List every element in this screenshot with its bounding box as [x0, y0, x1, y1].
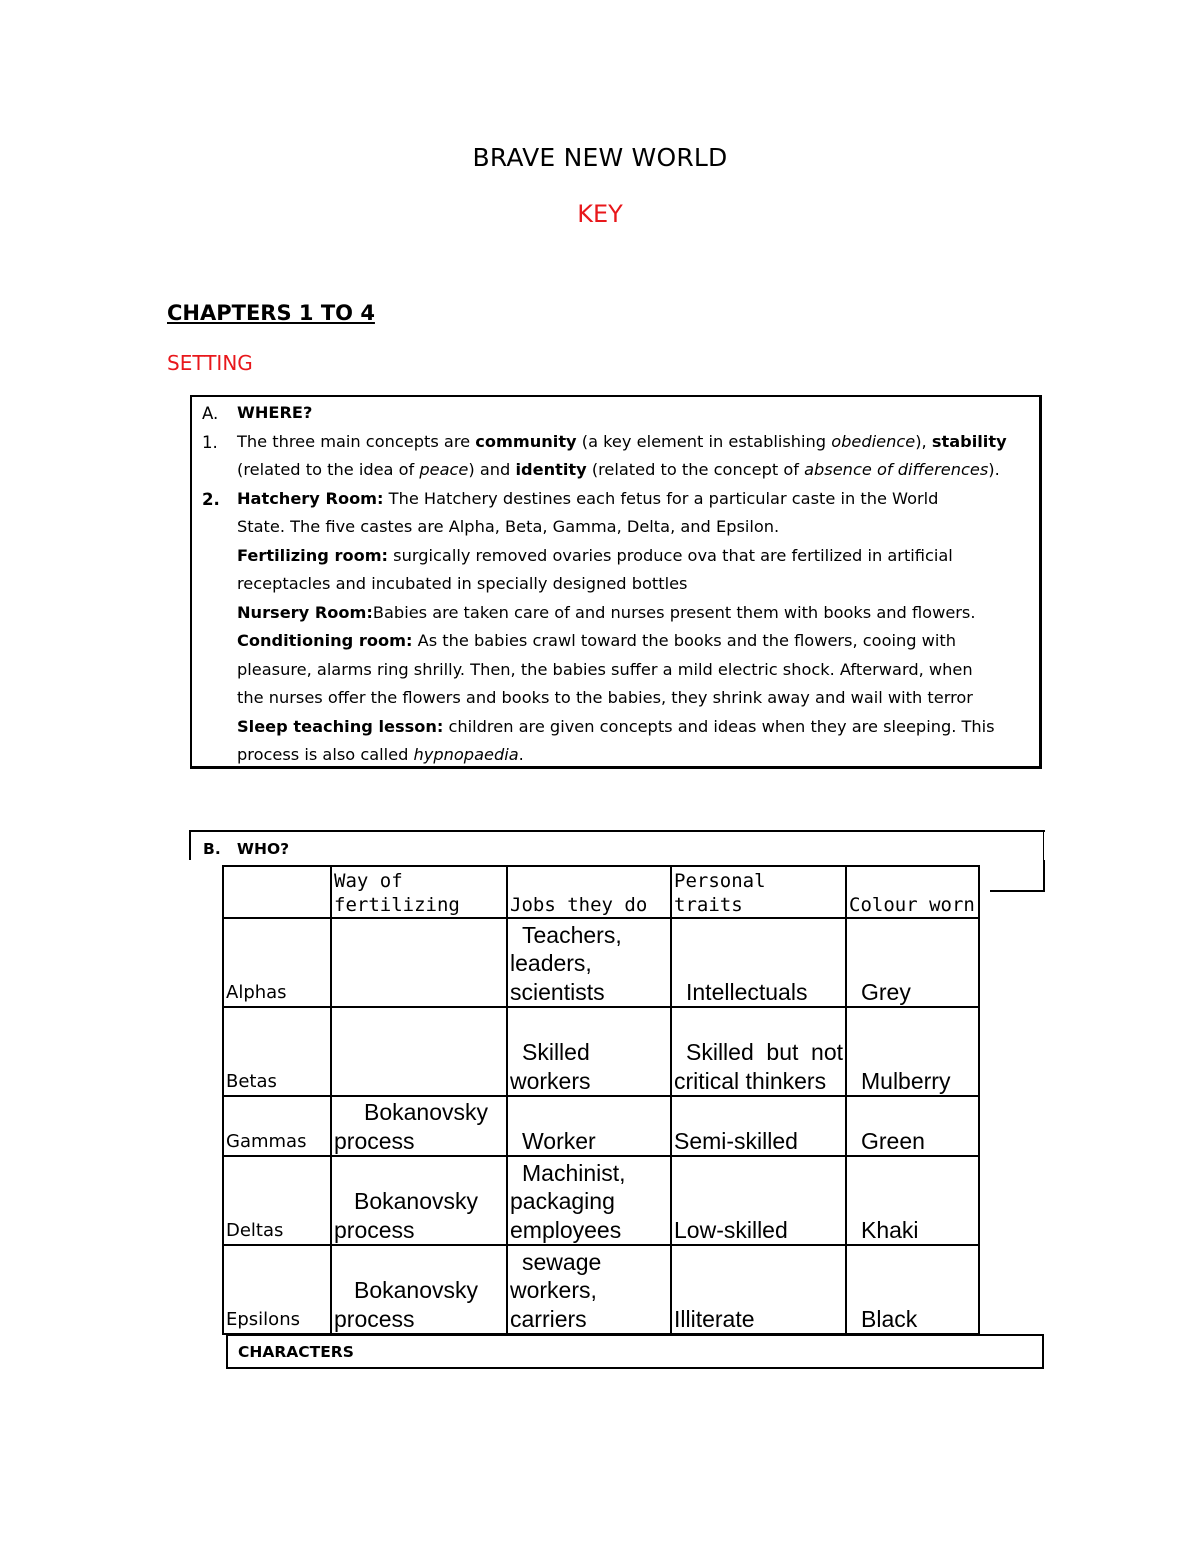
caste-cell: Deltas	[223, 1156, 331, 1245]
table-row	[223, 918, 979, 1007]
where-line-6: receptacles and incubated in specially designed bottles	[237, 574, 688, 593]
chapters-heading: CHAPTERS 1 TO 4	[167, 301, 375, 325]
setting-heading: SETTING	[167, 351, 253, 375]
header-cell-fertilizing: Way of fertilizing	[331, 866, 507, 918]
who-frame-right	[1043, 860, 1045, 892]
table-row	[223, 1007, 979, 1096]
who-frame-right-upper	[1043, 830, 1044, 860]
colour-cell: Grey	[846, 918, 979, 1007]
item-1-marker: 1.	[202, 432, 218, 452]
jobs-cell: Teachers, leaders, scientists	[507, 918, 671, 1007]
caste-cell: Epsilons	[223, 1245, 331, 1334]
where-line-7: Nursery Room:Babies are taken care of and nurses present them with books and flowers.	[237, 602, 976, 622]
jobs-cell: sewage workers, carriers	[507, 1245, 671, 1334]
header-cell-jobs: Jobs they do	[507, 866, 671, 918]
fertilizing-cell	[331, 918, 507, 1007]
item-2-marker: 2.	[202, 489, 220, 509]
castes-table	[222, 865, 980, 1335]
colour-cell: Green	[846, 1096, 979, 1156]
where-line-8: Conditioning room: As the babies crawl toward the books and the flowers, cooing with	[237, 631, 957, 650]
colour-cell: Mulberry	[846, 1007, 979, 1096]
colour-cell: Black	[846, 1245, 979, 1334]
table-row	[223, 1156, 979, 1245]
where-line-9: pleasure, alarms ring shrilly. Then, the babies suffer a mild electric shock. Afterward, when	[237, 659, 973, 679]
who-heading: B. WHO?	[203, 840, 290, 858]
document-subtitle-key: KEY	[577, 200, 623, 228]
traits-cell: Intellectuals	[671, 918, 846, 1007]
header-cell-traits: Personal traits	[671, 866, 846, 918]
where-line-2: (related to the idea of peace) and identity (related to the concept of absence of differences).	[237, 460, 1000, 479]
caste-cell: Gammas	[223, 1096, 331, 1156]
where-section-box	[190, 395, 1042, 769]
where-content	[237, 399, 1007, 770]
traits-cell: Skilled but not critical thinkers	[671, 1007, 846, 1096]
where-line-5: Fertilizing room: surgically removed ovaries produce ova that are fertilized in artificial	[237, 545, 953, 565]
traits-cell: Low-skilled	[671, 1156, 846, 1245]
characters-section-box	[226, 1334, 1044, 1369]
where-line-4: State. The five castes are Alpha, Beta, Gamma, Delta, and Epsilon.	[237, 517, 780, 536]
document-title: BRAVE NEW WORLD	[472, 143, 728, 172]
caste-cell: Betas	[223, 1007, 331, 1096]
where-line-10: the nurses offer the flowers and books to the babies, they shrink away and wail with terror	[237, 688, 973, 707]
traits-cell: Semi-skilled	[671, 1096, 846, 1156]
where-line-3: Hatchery Room: The Hatchery destines each fetus for a particular caste in the World	[237, 488, 939, 508]
who-frame-left	[189, 830, 191, 860]
traits-cell: Illiterate	[671, 1245, 846, 1334]
characters-heading: CHARACTERS	[238, 1343, 354, 1361]
table-header-row	[223, 866, 979, 918]
where-line-1: The three main concepts are community (a key element in establishing obedience), stability	[237, 431, 1007, 451]
jobs-cell: Skilled workers	[507, 1007, 671, 1096]
where-heading: WHERE?	[237, 403, 313, 422]
fertilizing-cell: Bokanovsky process	[331, 1156, 507, 1245]
table-row	[223, 1245, 979, 1334]
fertilizing-cell	[331, 1007, 507, 1096]
who-frame-stub	[990, 890, 1045, 892]
caste-cell: Alphas	[223, 918, 331, 1007]
header-cell-colour: Colour worn	[846, 866, 979, 918]
jobs-cell: Machinist, packaging employees	[507, 1156, 671, 1245]
fertilizing-cell: Bokanovsky process	[331, 1245, 507, 1334]
where-line-12: process is also called hypnopaedia.	[237, 745, 524, 764]
jobs-cell: Worker	[507, 1096, 671, 1156]
fertilizing-cell: Bokanovsky process	[331, 1096, 507, 1156]
table-row	[223, 1096, 979, 1156]
where-line-11: Sleep teaching lesson: children are given concepts and ideas when they are sleeping. This	[237, 716, 995, 736]
colour-cell: Khaki	[846, 1156, 979, 1245]
who-frame-top	[189, 830, 1045, 832]
where-marker: A.	[202, 404, 219, 423]
header-cell-empty	[223, 866, 331, 918]
